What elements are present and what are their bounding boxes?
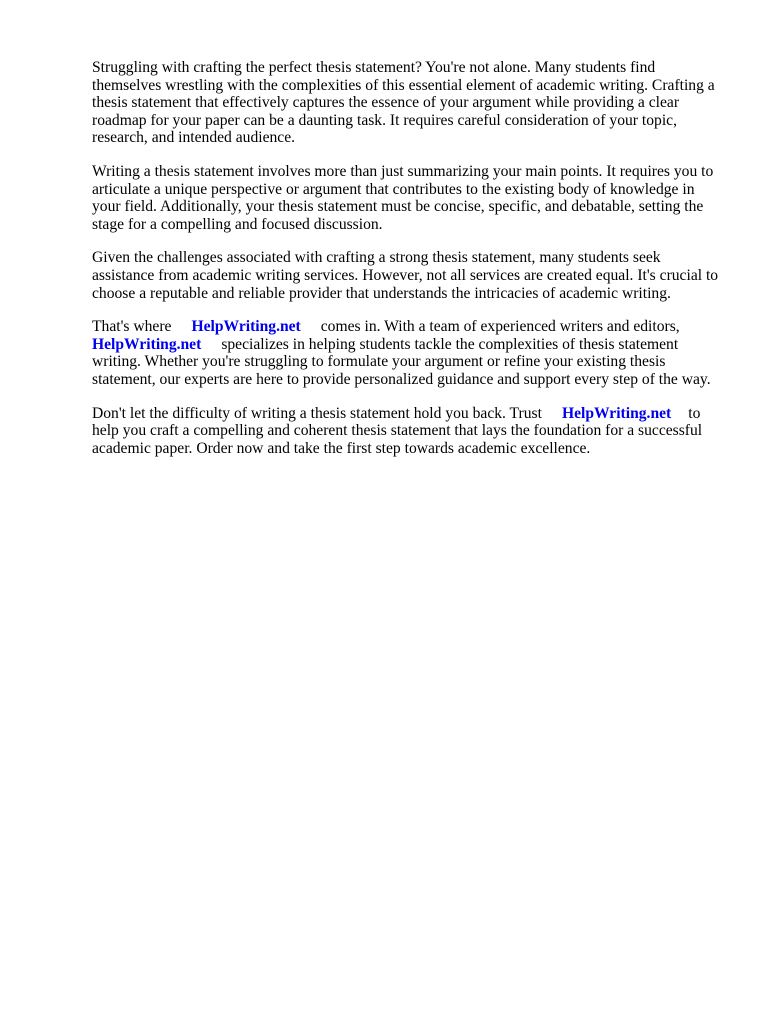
document-page: [92, 59, 722, 473]
text-line: Struggling with crafting the perfect thesis statement? You're not alone. Many students find: [92, 59, 656, 76]
paragraph-writing: [92, 163, 722, 233]
text-line: Writing a thesis statement involves more than just summarizing your main points. It requires you to: [92, 162, 714, 180]
text-line: [92, 318, 722, 336]
text-line: writing. Whether you're struggling to formulate your argument or refine your existing thesis: [92, 353, 666, 371]
helpwriting-link[interactable]: HelpWriting.net: [191, 318, 301, 336]
text-fragment: to: [688, 404, 701, 422]
text-line: statement, our experts are here to provide personalized guidance and support every step of the way.: [92, 370, 711, 388]
text-line: thesis statement that effectively captures the essence of your argument while providing a clear: [92, 94, 680, 112]
text-line: assistance from academic writing services. However, not all services are created equal. It's crucial to: [92, 266, 719, 284]
text-line: choose a reputable and reliable provider that understands the intricacies of academic writing.: [92, 284, 671, 302]
text-line: Given the challenges associated with crafting a strong thesis statement, many students seek: [92, 249, 661, 267]
text-line: themselves wrestling with the complexities of this essential element of academic writing. Crafting a: [92, 76, 715, 94]
helpwriting-link[interactable]: HelpWriting.net: [561, 404, 672, 422]
text-line: articulate a unique perspective or argument that contributes to the existing body of knowledge in: [92, 180, 695, 198]
text-line: [92, 336, 722, 354]
text-fragment: Don't let the difficulty of writing a thesis statement hold you back. Trust: [92, 404, 542, 422]
text-fragment: That's where: [92, 318, 172, 336]
helpwriting-link[interactable]: HelpWriting.net: [92, 335, 202, 353]
text-line: stage for a compelling and focused discussion.: [92, 215, 383, 233]
text-line: academic paper. Order now and take the first step towards academic excellence.: [92, 439, 591, 457]
text-line: help you craft a compelling and coherent thesis statement that lays the foundation for a successful: [92, 422, 703, 440]
text-line: roadmap for your paper can be a daunting task. It requires careful consideration of your topic,: [92, 111, 677, 129]
text-fragment: specializes in helping students tackle the complexities of thesis statement: [221, 335, 679, 353]
text-line: [92, 405, 722, 423]
text-fragment: comes in. With a team of experienced writers and editors,: [320, 318, 680, 336]
paragraph-call-to-action: [92, 405, 722, 458]
paragraph-service: [92, 318, 722, 388]
paragraph-intro: [92, 59, 722, 147]
text-line: research, and intended audience.: [92, 129, 296, 147]
text-line: your field. Additionally, your thesis statement must be concise, specific, and debatable, setting the: [92, 198, 704, 216]
paragraph-challenges: [92, 249, 722, 302]
